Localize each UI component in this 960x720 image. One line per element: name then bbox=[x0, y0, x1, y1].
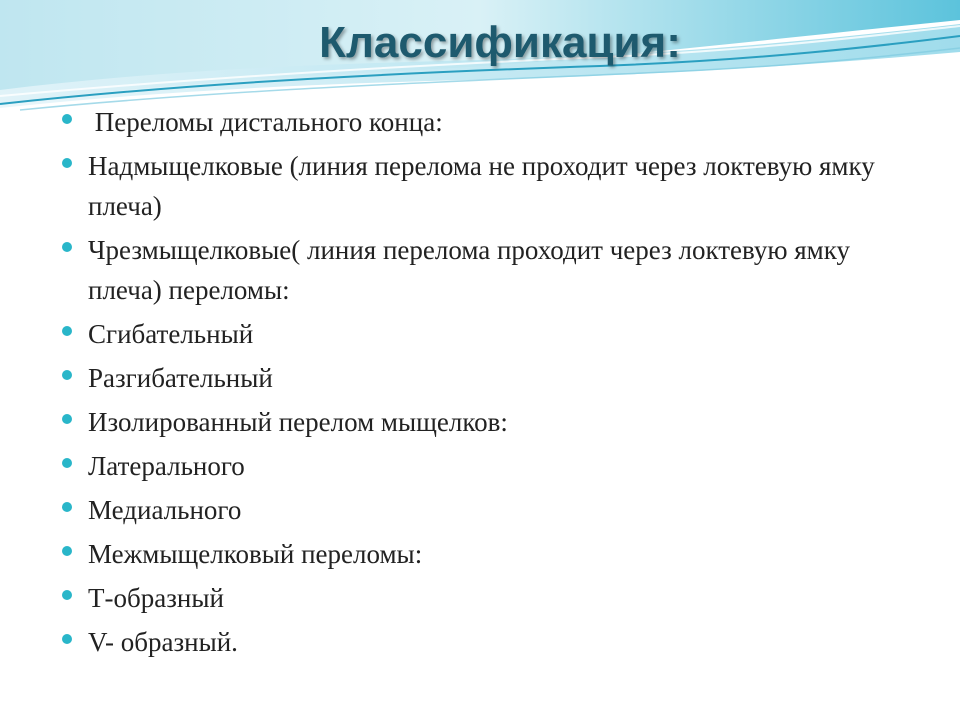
list-item-text: Медиального bbox=[88, 495, 242, 525]
bullet-list bbox=[60, 102, 920, 666]
list-item bbox=[60, 230, 920, 310]
list-item bbox=[60, 578, 920, 618]
list-item bbox=[60, 314, 920, 354]
bullet-dot-icon bbox=[62, 458, 72, 468]
bullet-dot-icon bbox=[62, 326, 72, 336]
list-item-text: Изолированный перелом мыщелков: bbox=[88, 407, 508, 437]
list-item bbox=[60, 102, 920, 142]
list-item bbox=[60, 622, 920, 662]
bullet-dot-icon bbox=[62, 546, 72, 556]
list-item bbox=[60, 146, 920, 226]
list-item-text: Т-образный bbox=[88, 583, 224, 613]
list-item bbox=[60, 534, 920, 574]
list-item-text: Разгибательный bbox=[88, 363, 273, 393]
list-item bbox=[60, 358, 920, 398]
list-item-text: Латерального bbox=[88, 451, 245, 481]
bullet-dot-icon bbox=[62, 158, 72, 168]
bullet-dot-icon bbox=[62, 590, 72, 600]
list-item-text: Переломы дистального конца: bbox=[88, 107, 443, 137]
list-item bbox=[60, 402, 920, 442]
slide-title: Классификация: bbox=[319, 18, 681, 67]
list-item-text: Сгибательный bbox=[88, 319, 254, 349]
bullet-dot-icon bbox=[62, 634, 72, 644]
bullet-dot-icon bbox=[62, 114, 72, 124]
list-item bbox=[60, 490, 920, 530]
list-item bbox=[60, 446, 920, 486]
bullet-dot-icon bbox=[62, 242, 72, 252]
bullet-dot-icon bbox=[62, 370, 72, 380]
list-item-text: V- образный. bbox=[88, 627, 238, 657]
bullet-dot-icon bbox=[62, 414, 72, 424]
list-item-text: Межмыщелковый переломы: bbox=[88, 539, 423, 569]
bullet-dot-icon bbox=[62, 502, 72, 512]
list-item-text: Чрезмыщелковые( линия перелома проходит через локтевую ямку плеча) переломы: bbox=[88, 235, 850, 305]
list-item-text: Надмыщелковые (линия перелома не проходит через локтевую ямку плеча) bbox=[88, 151, 875, 221]
